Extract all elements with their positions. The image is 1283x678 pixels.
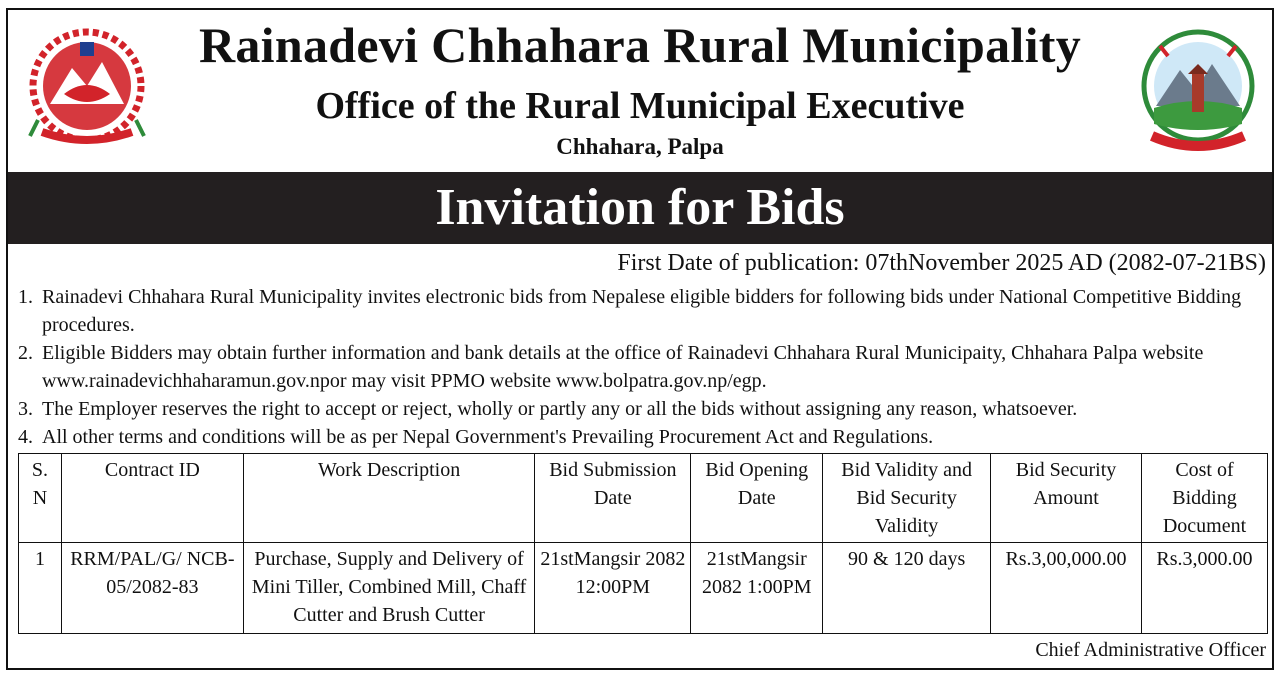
bids-table	[18, 453, 1268, 634]
note-number: 1.	[18, 286, 33, 308]
cell-document-cost: Rs.3,000.00	[1141, 543, 1267, 634]
header-work-description: Work Description	[243, 454, 535, 543]
note-text: Rainadevi Chhahara Rural Municipality invites electronic bids from Nepalese eligible bidders for following bids under National Competitive Bidding procedures.	[42, 286, 1242, 336]
note-number: 2.	[18, 342, 33, 364]
header-sn: S. N	[19, 454, 62, 543]
cell-contract-id: RRM/PAL/G/ NCB-05/2082-83	[61, 543, 243, 634]
note-item	[18, 283, 1268, 339]
invitation-banner: Invitation for Bids	[8, 172, 1272, 244]
header	[8, 10, 1272, 172]
signature-title: Chief Administrative Officer	[1035, 639, 1266, 661]
publication-date: First Date of publication: 07thNovember 2025 AD (2082-07-21BS)	[617, 250, 1266, 276]
note-text: Eligible Bidders may obtain further information and bank details at the office of Rainadevi Chhahara Rural Municipaity, Chhahara Palpa website www.rainadevichhaharamun.gov.npor may visit PPMO website www.bolpatra.gov.np/egp.	[42, 342, 1204, 392]
header-opening-date: Bid Opening Date	[691, 454, 823, 543]
header-submission-date: Bid Submission Date	[535, 454, 691, 543]
note-text: The Employer reserves the right to accept or reject, wholly or partly any or all the bids without assigning any reason, whatsoever.	[42, 398, 1078, 420]
header-bid-validity: Bid Validity and Bid Security Validity	[823, 454, 991, 543]
notes-list	[18, 283, 1268, 451]
cell-security-amount: Rs.3,00,000.00	[991, 543, 1142, 634]
office-title: Office of the Rural Municipal Executive	[315, 85, 965, 127]
header-document-cost: Cost of Bidding Document	[1141, 454, 1267, 543]
note-number: 3.	[18, 398, 33, 420]
municipality-title: Rainadevi Chhahara Rural Municipality	[198, 17, 1082, 73]
cell-bid-validity: 90 & 120 days	[823, 543, 991, 634]
note-item	[18, 395, 1268, 423]
note-item	[18, 423, 1268, 451]
notice-frame	[6, 8, 1274, 670]
header-contract-id: Contract ID	[61, 454, 243, 543]
cell-submission-date: 21stMangsir 2082 12:00PM	[535, 543, 691, 634]
cell-work-description: Purchase, Supply and Delivery of Mini Tiller, Combined Mill, Chaff Cutter and Brush Cutter	[243, 543, 535, 634]
note-item	[18, 339, 1268, 395]
table-row	[19, 543, 1268, 634]
cell-opening-date: 21stMangsir 2082 1:00PM	[691, 543, 823, 634]
office-location: Chhahara, Palpa	[556, 134, 724, 159]
note-number: 4.	[18, 426, 33, 448]
note-text: All other terms and conditions will be as per Nepal Government's Prevailing Procurement Act and Regulations.	[42, 426, 934, 448]
municipality-logo-icon	[1138, 24, 1258, 158]
table-header-row	[19, 454, 1268, 543]
header-security-amount: Bid Security Amount	[991, 454, 1142, 543]
cell-sn: 1	[19, 543, 62, 634]
